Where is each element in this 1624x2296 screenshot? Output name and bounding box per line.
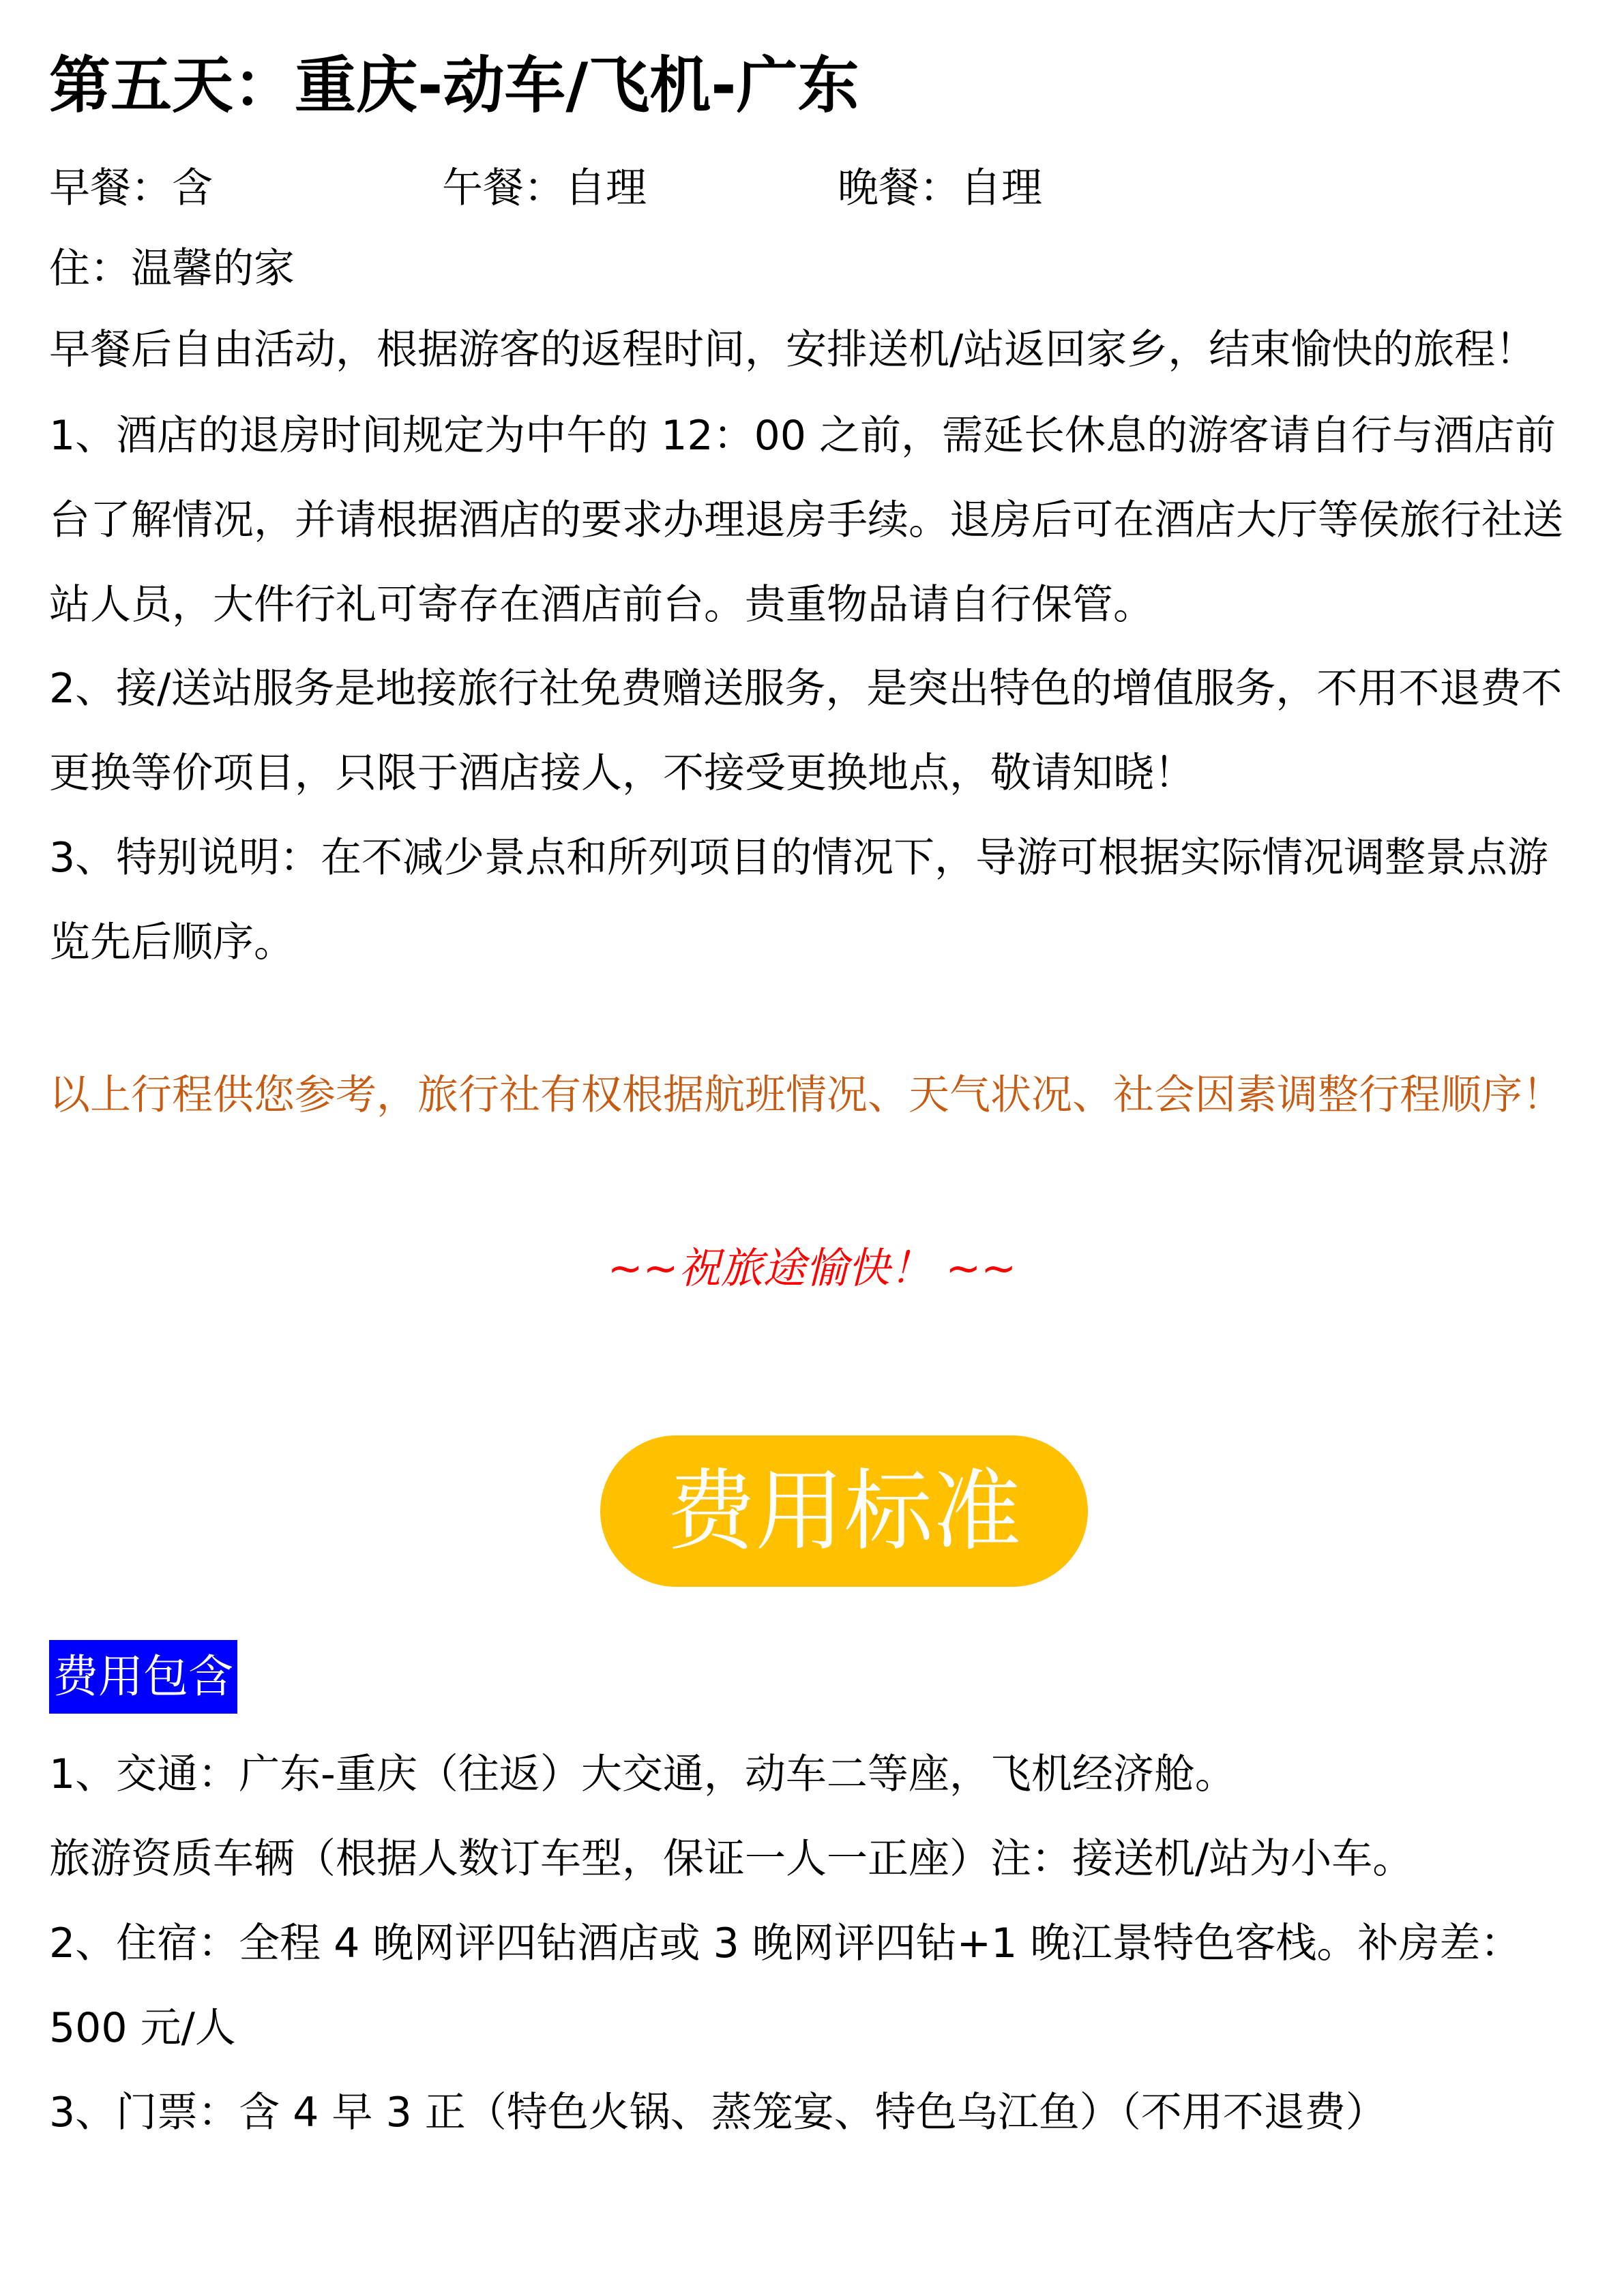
itinerary-notice: 以上行程供您参考，旅行社有权根据航班情况、天气状况、社会因素调整行程顺序！ (49, 1071, 1563, 1119)
cost-item-lodging: 2、住宿：全程 4 晚网评四钻酒店或 3 晚网评四钻+1 晚江景特色客栈。补房差：500 元/人 (49, 1920, 1522, 2052)
accommodation-info: 住：温馨的家 (49, 245, 295, 293)
cost-included-header: 费用包含 (49, 1640, 237, 1714)
note-transfer: 2、接/送站服务是地接旅行社免费赠送服务，是突出特色的增值服务，不用不退费不更换等价项目，只限于酒店接人，不接受更换地点，敬请知晓！ (49, 665, 1563, 797)
cost-item-tickets: 3、门票：含 4 早 3 正（特色火锅、蒸笼宴、特色乌江鱼）（不用不退费） (49, 2089, 1387, 2136)
lunch-info: 午餐：自理 (442, 164, 647, 212)
cost-standard-label: 费用标准 (666, 1459, 1022, 1563)
day-summary: 早餐后自由活动，根据游客的返程时间，安排送机/站返回家乡，结束愉快的旅程！ (49, 326, 1537, 374)
cost-item-transport: 1、交通：广东-重庆（往返）大交通，动车二等座，飞机经济舱。 (49, 1750, 1236, 1798)
cost-standard-banner (600, 1435, 1088, 1587)
day5-title: 第五天：重庆-动车/飞机-广东 (49, 50, 859, 121)
breakfast-info: 早餐：含 (49, 164, 213, 212)
dinner-info: 晚餐：自理 (838, 164, 1042, 212)
note-special: 3、特别说明：在不减少景点和所列项目的情况下，导游可根据实际情况调整景点游览先后顺序。 (49, 834, 1549, 966)
note-checkout: 1、酒店的退房时间规定为中午的 12：00 之前，需延长休息的游客请自行与酒店前台了解情况，并请根据酒店的要求办理退房手续。退房后可在酒店大厅等侯旅行社送站人员，大件行礼可寄存在酒店前台。贵重物品请自行保管。 (49, 412, 1563, 629)
wish-text: ~~祝旅途愉快！ ~~ (607, 1243, 1017, 1293)
cost-item-vehicle: 旅游资质车辆（根据人数订车型，保证一人一正座）注：接送机/站为小车。 (49, 1835, 1414, 1883)
